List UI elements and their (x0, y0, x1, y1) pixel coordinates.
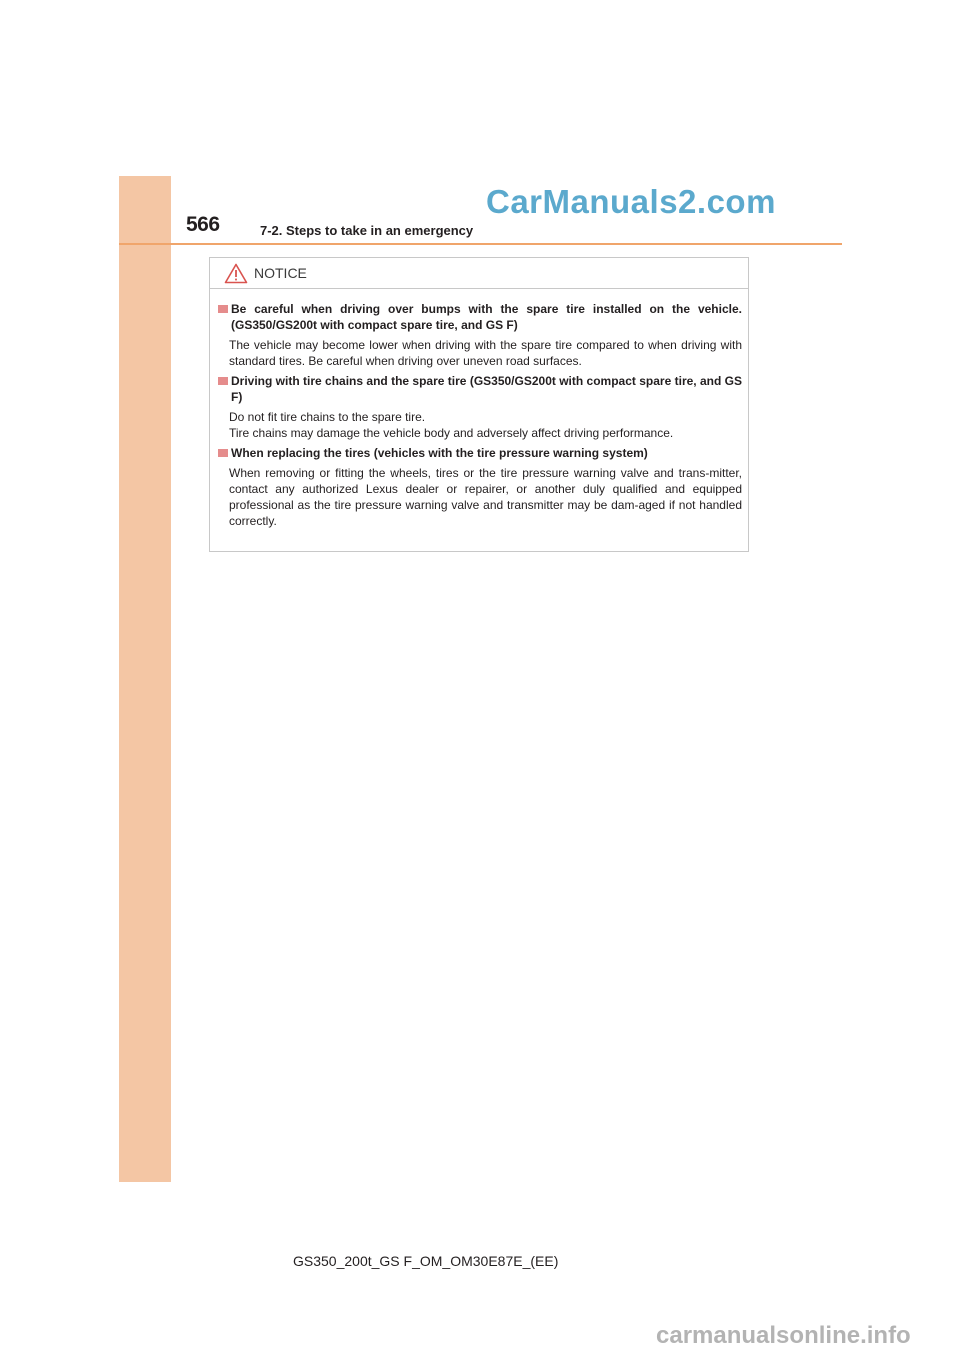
notice-item-heading-text: Be careful when driving over bumps with the spare tire installed on the vehicle. (GS350/GS200t with compact spare tire, and GS F) (231, 302, 742, 332)
square-bullet-icon (218, 305, 228, 313)
section-title: 7-2. Steps to take in an emergency (260, 223, 474, 238)
document-code: GS350_200t_GS F_OM_OM30E87E_(EE) (293, 1253, 559, 1269)
notice-item-text: The vehicle may become lower when driving with the spare tire compared to when driving with standard tires. Be careful when driving over uneven road surfaces. (229, 338, 742, 368)
notice-label: NOTICE (254, 265, 307, 281)
watermark-top[interactable]: CarManuals2.com (486, 183, 776, 220)
notice-item (218, 373, 742, 441)
header-rule (119, 243, 842, 245)
square-bullet-icon (218, 377, 228, 385)
notice-item-heading-text: When replacing the tires (vehicles with the tire pressure warning system) (231, 446, 648, 460)
notice-item-text: When removing or fitting the wheels, tires or the tire pressure warning valve and trans-mitter, contact any authorized Lexus dealer or repairer, or another duly qualified and equipped professional as the tire pressure warning valve and transmitter may be dam-aged if not handled correctly. (229, 466, 742, 528)
notice-item-heading-text: Driving with tire chains and the spare tire (GS350/GS200t with compact spare tire, and GS F) (231, 374, 742, 404)
notice-header (210, 258, 748, 289)
warning-triangle-icon (224, 263, 248, 284)
notice-item-heading (218, 373, 742, 405)
notice-item-text: Do not fit tire chains to the spare tire. Tire chains may damage the vehicle body and adversely affect driving performance. (229, 410, 674, 440)
notice-item (218, 445, 742, 529)
watermark-bottom[interactable]: carmanualsonline.info (656, 1322, 911, 1349)
notice-body (210, 289, 748, 529)
square-bullet-icon (218, 449, 228, 457)
page-number: 566 (186, 213, 220, 236)
notice-item (218, 301, 742, 369)
notice-item-heading (218, 301, 742, 333)
notice-item-heading (218, 445, 742, 461)
chapter-side-band (119, 176, 171, 1182)
notice-box (209, 257, 749, 552)
